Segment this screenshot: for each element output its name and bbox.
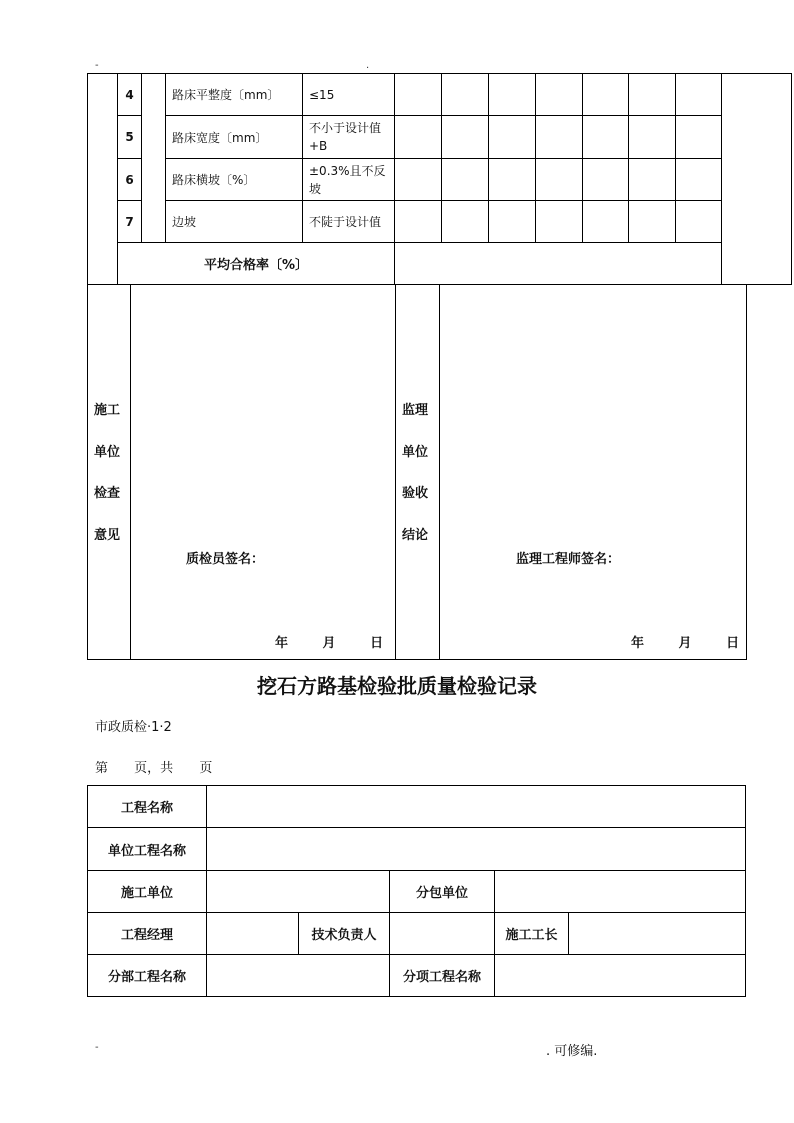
label-line: 单位 xyxy=(94,444,121,460)
foreman-label: 施工工长 xyxy=(495,913,569,955)
row-number: 7 xyxy=(118,201,142,243)
project-name-label: 工程名称 xyxy=(88,786,207,828)
table-row xyxy=(88,159,792,201)
item-spec: 不小于设计值+B xyxy=(303,116,395,159)
contractor-label: 施工单位 xyxy=(88,871,207,913)
header-center-mark: . xyxy=(366,60,370,71)
measure-cell[interactable] xyxy=(676,116,722,159)
subcontractor-value[interactable] xyxy=(495,871,746,913)
item-name: 边坡 xyxy=(166,201,303,243)
supervisor-signature-label: 监理工程师签名： xyxy=(516,552,621,567)
contractor-date xyxy=(275,632,383,651)
measure-cell[interactable] xyxy=(395,74,442,116)
day-label: 日 xyxy=(726,636,740,651)
measure-cell[interactable] xyxy=(489,201,536,243)
measure-cell[interactable] xyxy=(629,159,676,201)
measure-cell[interactable] xyxy=(536,116,583,159)
measure-cell[interactable] xyxy=(676,159,722,201)
opinion-section xyxy=(87,284,747,660)
unit-project-name-label: 单位工程名称 xyxy=(88,828,207,871)
right-merged-cell xyxy=(722,74,792,285)
measure-cell[interactable] xyxy=(536,159,583,201)
inspection-table xyxy=(87,73,792,285)
measure-cell[interactable] xyxy=(395,116,442,159)
page-di: 第 xyxy=(95,761,109,776)
measure-cell[interactable] xyxy=(442,159,489,201)
page-title: 挖石方路基检验批质量检验记录 xyxy=(257,674,537,698)
foreman-value[interactable] xyxy=(569,913,746,955)
item-spec: 不陡于设计值 xyxy=(303,201,395,243)
header-left-mark: - xyxy=(95,60,99,71)
contractor-value[interactable] xyxy=(207,871,390,913)
item-spec: ±0.3%且不反坡 xyxy=(303,159,395,201)
supervisor-conclusion-area[interactable] xyxy=(448,304,738,534)
tech-lead-value[interactable] xyxy=(390,913,495,955)
measure-cell[interactable] xyxy=(676,74,722,116)
measure-cell[interactable] xyxy=(489,159,536,201)
measure-cell[interactable] xyxy=(583,116,629,159)
label-line: 验收 xyxy=(402,486,429,501)
table-row xyxy=(88,74,792,116)
label-line: 监理 xyxy=(402,403,429,418)
measure-cell[interactable] xyxy=(583,201,629,243)
measure-cell[interactable] xyxy=(395,201,442,243)
row-number: 5 xyxy=(118,116,142,159)
item-spec: ≤15 xyxy=(303,74,395,116)
item-name: 路床宽度〔mm〕 xyxy=(166,116,303,159)
subcontractor-label: 分包单位 xyxy=(390,871,495,913)
average-pass-rate-label: 平均合格率〔%〕 xyxy=(118,243,395,285)
unit-project-name-value[interactable] xyxy=(207,828,746,871)
page-mid: 页，共 xyxy=(134,761,174,776)
item-name: 路床平整度〔mm〕 xyxy=(166,74,303,116)
measure-cell[interactable] xyxy=(629,201,676,243)
label-line: 结论 xyxy=(402,527,429,543)
measure-cell[interactable] xyxy=(583,74,629,116)
subitem-name-label: 分项工程名称 xyxy=(390,955,495,997)
measure-cell[interactable] xyxy=(489,74,536,116)
tech-lead-label: 技术负责人 xyxy=(299,913,390,955)
measure-cell[interactable] xyxy=(536,201,583,243)
measure-cell[interactable] xyxy=(442,74,489,116)
footer-left-mark: - xyxy=(95,1042,99,1053)
measure-cell[interactable] xyxy=(442,116,489,159)
project-manager-value[interactable] xyxy=(207,913,299,955)
measure-cell[interactable] xyxy=(629,116,676,159)
project-manager-label: 工程经理 xyxy=(88,913,207,955)
measure-cell[interactable] xyxy=(583,159,629,201)
measure-cell[interactable] xyxy=(629,74,676,116)
label-line: 单位 xyxy=(402,444,429,460)
table-row xyxy=(88,955,746,997)
measure-cell[interactable] xyxy=(442,201,489,243)
table-row xyxy=(88,116,792,159)
category-merged-cell xyxy=(142,74,166,243)
project-info-table xyxy=(87,785,746,997)
year-label: 年 xyxy=(275,636,289,651)
table-row xyxy=(88,786,746,828)
average-pass-rate-value[interactable] xyxy=(395,243,722,285)
supervisor-date xyxy=(631,632,739,651)
supervisor-conclusion-label xyxy=(396,390,444,556)
table-row xyxy=(88,201,792,243)
item-name: 路床横坡〔%〕 xyxy=(166,159,303,201)
contractor-opinion-label xyxy=(88,390,136,556)
day-label: 日 xyxy=(370,636,384,651)
row-number: 6 xyxy=(118,159,142,201)
page-end: 页 xyxy=(199,761,213,776)
month-label: 月 xyxy=(322,636,336,651)
table-row xyxy=(88,828,746,871)
table-row xyxy=(88,913,746,955)
measure-cell[interactable] xyxy=(676,201,722,243)
inspector-signature-label: 质检员签名： xyxy=(186,552,265,567)
measure-cell[interactable] xyxy=(536,74,583,116)
division-name-label: 分部工程名称 xyxy=(88,955,207,997)
page-info xyxy=(95,757,212,776)
project-name-value[interactable] xyxy=(207,786,746,828)
contractor-opinion-area[interactable] xyxy=(138,304,388,534)
left-merged-cell xyxy=(88,74,118,285)
measure-cell[interactable] xyxy=(395,159,442,201)
measure-cell[interactable] xyxy=(489,116,536,159)
form-code: 市政质检·1·2 xyxy=(95,720,172,735)
label-line: 检查 xyxy=(94,486,121,501)
row-number: 4 xyxy=(118,74,142,116)
label-line: 施工 xyxy=(94,403,121,418)
footer-editable-note: . 可修编. xyxy=(546,1044,598,1059)
table-row xyxy=(88,871,746,913)
table-row xyxy=(88,243,792,285)
label-line: 意见 xyxy=(94,527,121,543)
division-name-value[interactable] xyxy=(207,955,390,997)
month-label: 月 xyxy=(678,636,692,651)
subitem-name-value[interactable] xyxy=(495,955,746,997)
year-label: 年 xyxy=(631,636,645,651)
